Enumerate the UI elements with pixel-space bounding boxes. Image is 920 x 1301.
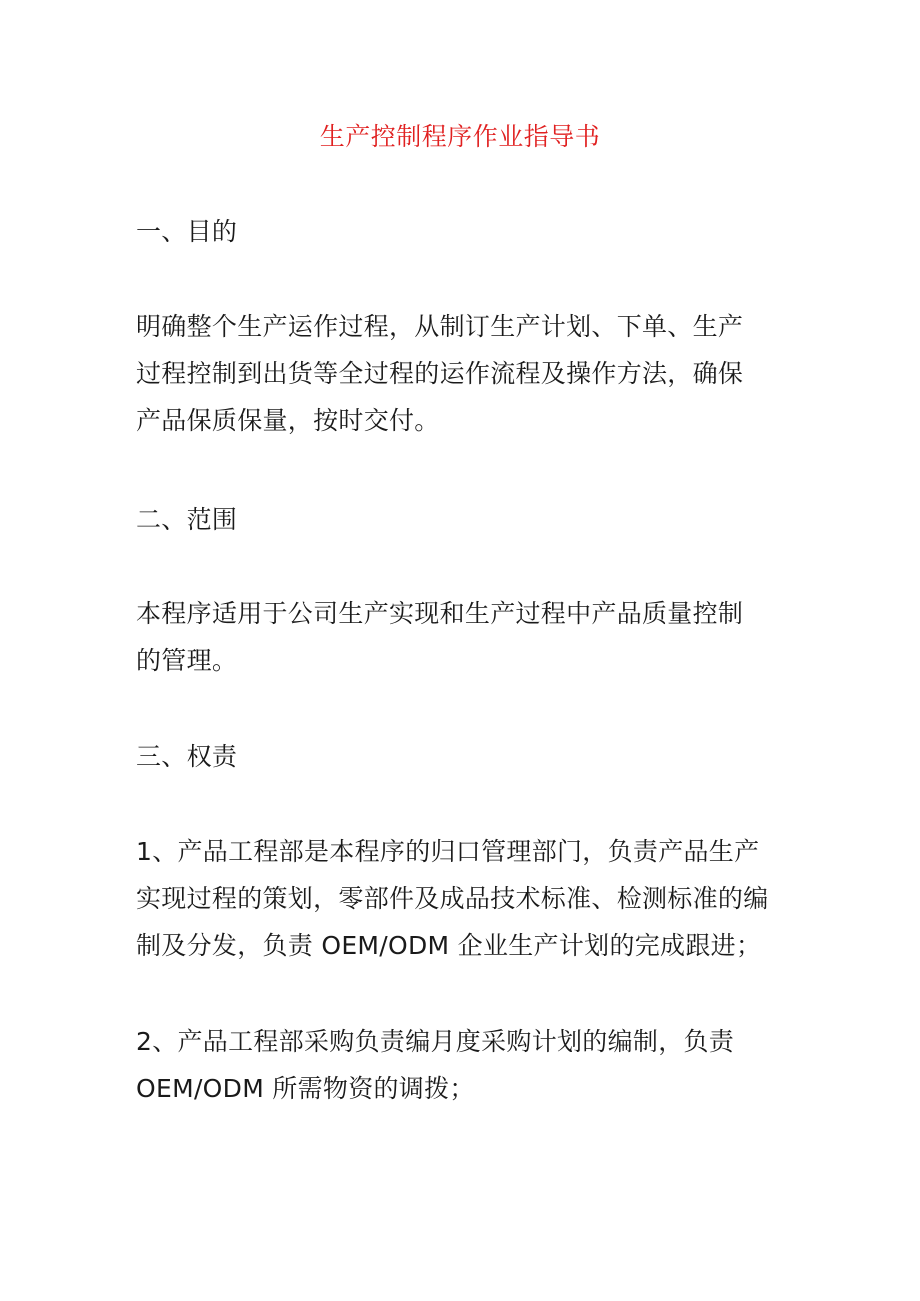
heading-text: 二、范围: [136, 505, 238, 534]
section-heading-purpose: [136, 208, 816, 255]
responsibility-item-2: [136, 1018, 816, 1112]
paragraph-line: 1、产品工程部是本程序的归口管理部门，负责产品生产: [136, 837, 760, 866]
paragraph-line: 实现过程的策划，零部件及成品技术标准、检测标准的编: [136, 884, 769, 913]
paragraph-line: 的管理。: [136, 646, 238, 675]
scope-paragraph: [136, 590, 816, 684]
section-heading-scope: [136, 496, 816, 543]
purpose-paragraph: [136, 303, 816, 444]
paragraph-line: 制及分发，负责 OEM/ODM 企业生产计划的完成跟进；: [136, 931, 762, 960]
heading-text: 三、权责: [136, 742, 238, 771]
paragraph-line: 产品保质保量，按时交付。: [136, 406, 440, 435]
responsibility-item-1: [136, 828, 816, 969]
paragraph-line: 2、产品工程部采购负责编月度采购计划的编制，负责: [136, 1027, 735, 1056]
paragraph-line: 明确整个生产运作过程，从制订生产计划、下单、生产: [136, 312, 744, 341]
section-heading-responsibility: [136, 733, 816, 780]
paragraph-line: 本程序适用于公司生产实现和生产过程中产品质量控制: [136, 599, 744, 628]
heading-text: 一、目的: [136, 217, 238, 246]
paragraph-line: OEM/ODM 所需物资的调拨；: [136, 1074, 475, 1103]
document-title: 生产控制程序作业指导书: [319, 122, 601, 151]
paragraph-line: 过程控制到出货等全过程的运作流程及操作方法，确保: [136, 359, 744, 388]
